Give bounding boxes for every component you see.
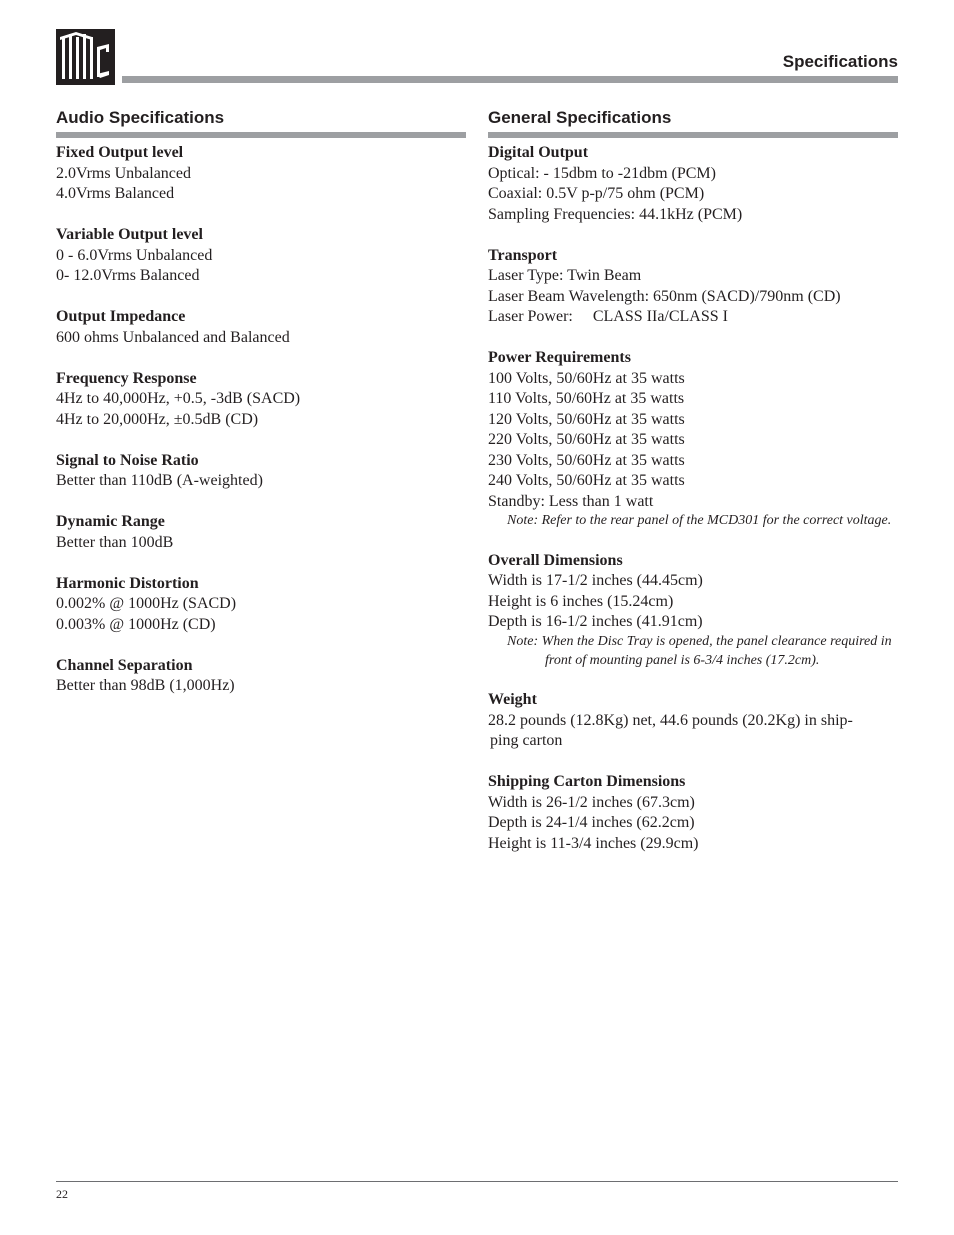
spec-line: 0- 12.0Vrms Balanced	[56, 267, 200, 284]
spec-line: 4Hz to 40,000Hz, +0.5, -3dB (SACD)	[56, 390, 301, 407]
spec-line: Better than 110dB (A-weighted)	[56, 472, 263, 489]
overall-dimensions-section	[488, 551, 898, 670]
section-heading: Fixed Output level	[56, 144, 184, 161]
disc-tray-note: Note: When the Disc Tray is opened, the panel clearance required in front of mounting panel is 6-3/4 inches (17.2cm).	[507, 633, 892, 668]
page-title: Specifications	[782, 52, 898, 71]
spec-line: 120 Volts, 50/60Hz at 35 watts	[488, 410, 685, 428]
page-number: 22	[56, 1187, 68, 1201]
section-heading: Weight	[488, 691, 537, 708]
spec-line: Standby: Less than 1 watt	[488, 492, 654, 510]
mcintosh-logo	[56, 29, 115, 85]
audio-title-rule	[56, 132, 466, 138]
header-rule	[122, 76, 898, 83]
section-heading: Dynamic Range	[56, 513, 165, 530]
spec-line: 0 - 6.0Vrms Unbalanced	[56, 246, 213, 264]
spec-line: 220 Volts, 50/60Hz at 35 watts	[488, 431, 685, 448]
spec-line: 600 ohms Unbalanced and Balanced	[56, 328, 290, 346]
section-heading: Transport	[488, 246, 558, 264]
general-title: General Specifications	[488, 108, 672, 127]
section-heading: Channel Separation	[56, 656, 193, 674]
general-specifications	[488, 108, 898, 875]
dynamic-range-section	[56, 512, 466, 553]
footer-rule	[56, 1181, 898, 1182]
section-heading: Variable Output level	[56, 226, 203, 243]
section-heading: Overall Dimensions	[488, 551, 623, 569]
spec-line: Depth is 24-1/4 inches (62.2cm)	[488, 814, 695, 831]
spec-line: Height is 11-3/4 inches (29.9cm)	[488, 834, 699, 852]
variable-output-section	[56, 225, 466, 287]
spec-line: Height is 6 inches (15.24cm)	[488, 592, 674, 610]
spec-line: 100 Volts, 50/60Hz at 35 watts	[488, 369, 685, 387]
voltage-note: Note: Refer to the rear panel of the MCD301 for the correct voltage.	[507, 513, 892, 528]
power-requirements-section	[488, 348, 898, 530]
harmonic-distortion-section	[56, 574, 466, 636]
fixed-output-section	[56, 143, 466, 205]
spec-line: Depth is 16-1/2 inches (41.91cm)	[488, 613, 703, 630]
section-heading: Shipping Carton Dimensions	[488, 773, 686, 790]
spec-line: Optical: - 15dbm to -21dbm (PCM)	[488, 164, 716, 182]
section-heading: Output Impedance	[56, 308, 186, 325]
general-title-rule	[488, 132, 898, 138]
weight-section	[488, 690, 898, 752]
spec-line: Width is 26-1/2 inches (67.3cm)	[488, 793, 695, 811]
frequency-response-section	[56, 369, 466, 431]
digital-output-section	[488, 143, 898, 225]
section-heading: Harmonic Distortion	[56, 574, 199, 592]
spec-line: 0.003% @ 1000Hz (CD)	[56, 615, 216, 633]
section-heading: Digital Output	[488, 144, 589, 161]
transport-section	[488, 246, 898, 328]
spec-line: Laser Type: Twin Beam	[488, 267, 642, 284]
spec-line: Width is 17-1/2 inches (44.45cm)	[488, 572, 703, 589]
spec-line: 28.2 pounds (12.8Kg) net, 44.6 pounds (20.2Kg) in ship-	[488, 711, 853, 729]
spec-line: 0.002% @ 1000Hz (SACD)	[56, 595, 237, 612]
spec-line: Better than 100dB	[56, 533, 174, 551]
spec-line: 110 Volts, 50/60Hz at 35 watts	[488, 390, 685, 407]
spec-line: 4.0Vrms Balanced	[56, 185, 175, 202]
audio-specifications	[56, 108, 466, 717]
spec-line: 4Hz to 20,000Hz, ±0.5dB (CD)	[56, 410, 259, 428]
output-impedance-section	[56, 307, 466, 348]
section-heading: Frequency Response	[56, 369, 197, 387]
signal-to-noise-section	[56, 451, 466, 492]
spec-line: Laser Beam Wavelength: 650nm (SACD)/790nm (CD)	[488, 287, 841, 305]
spec-line: 2.0Vrms Unbalanced	[56, 164, 191, 182]
spec-line: 240 Volts, 50/60Hz at 35 watts	[488, 472, 685, 489]
section-heading: Power Requirements	[488, 349, 631, 366]
section-heading: Signal to Noise Ratio	[56, 451, 199, 469]
spec-line: ping carton	[490, 732, 563, 749]
channel-separation-section	[56, 656, 466, 697]
spec-line: Coaxial: 0.5V p-p/75 ohm (PCM)	[488, 185, 705, 202]
audio-title: Audio Specifications	[56, 108, 225, 127]
shipping-carton-section	[488, 772, 898, 854]
spec-line: Sampling Frequencies: 44.1kHz (PCM)	[488, 205, 743, 223]
spec-line: 230 Volts, 50/60Hz at 35 watts	[488, 451, 685, 469]
spec-line: Laser Power: CLASS IIa/CLASS I	[488, 308, 728, 325]
spec-line: Better than 98dB (1,000Hz)	[56, 677, 235, 694]
